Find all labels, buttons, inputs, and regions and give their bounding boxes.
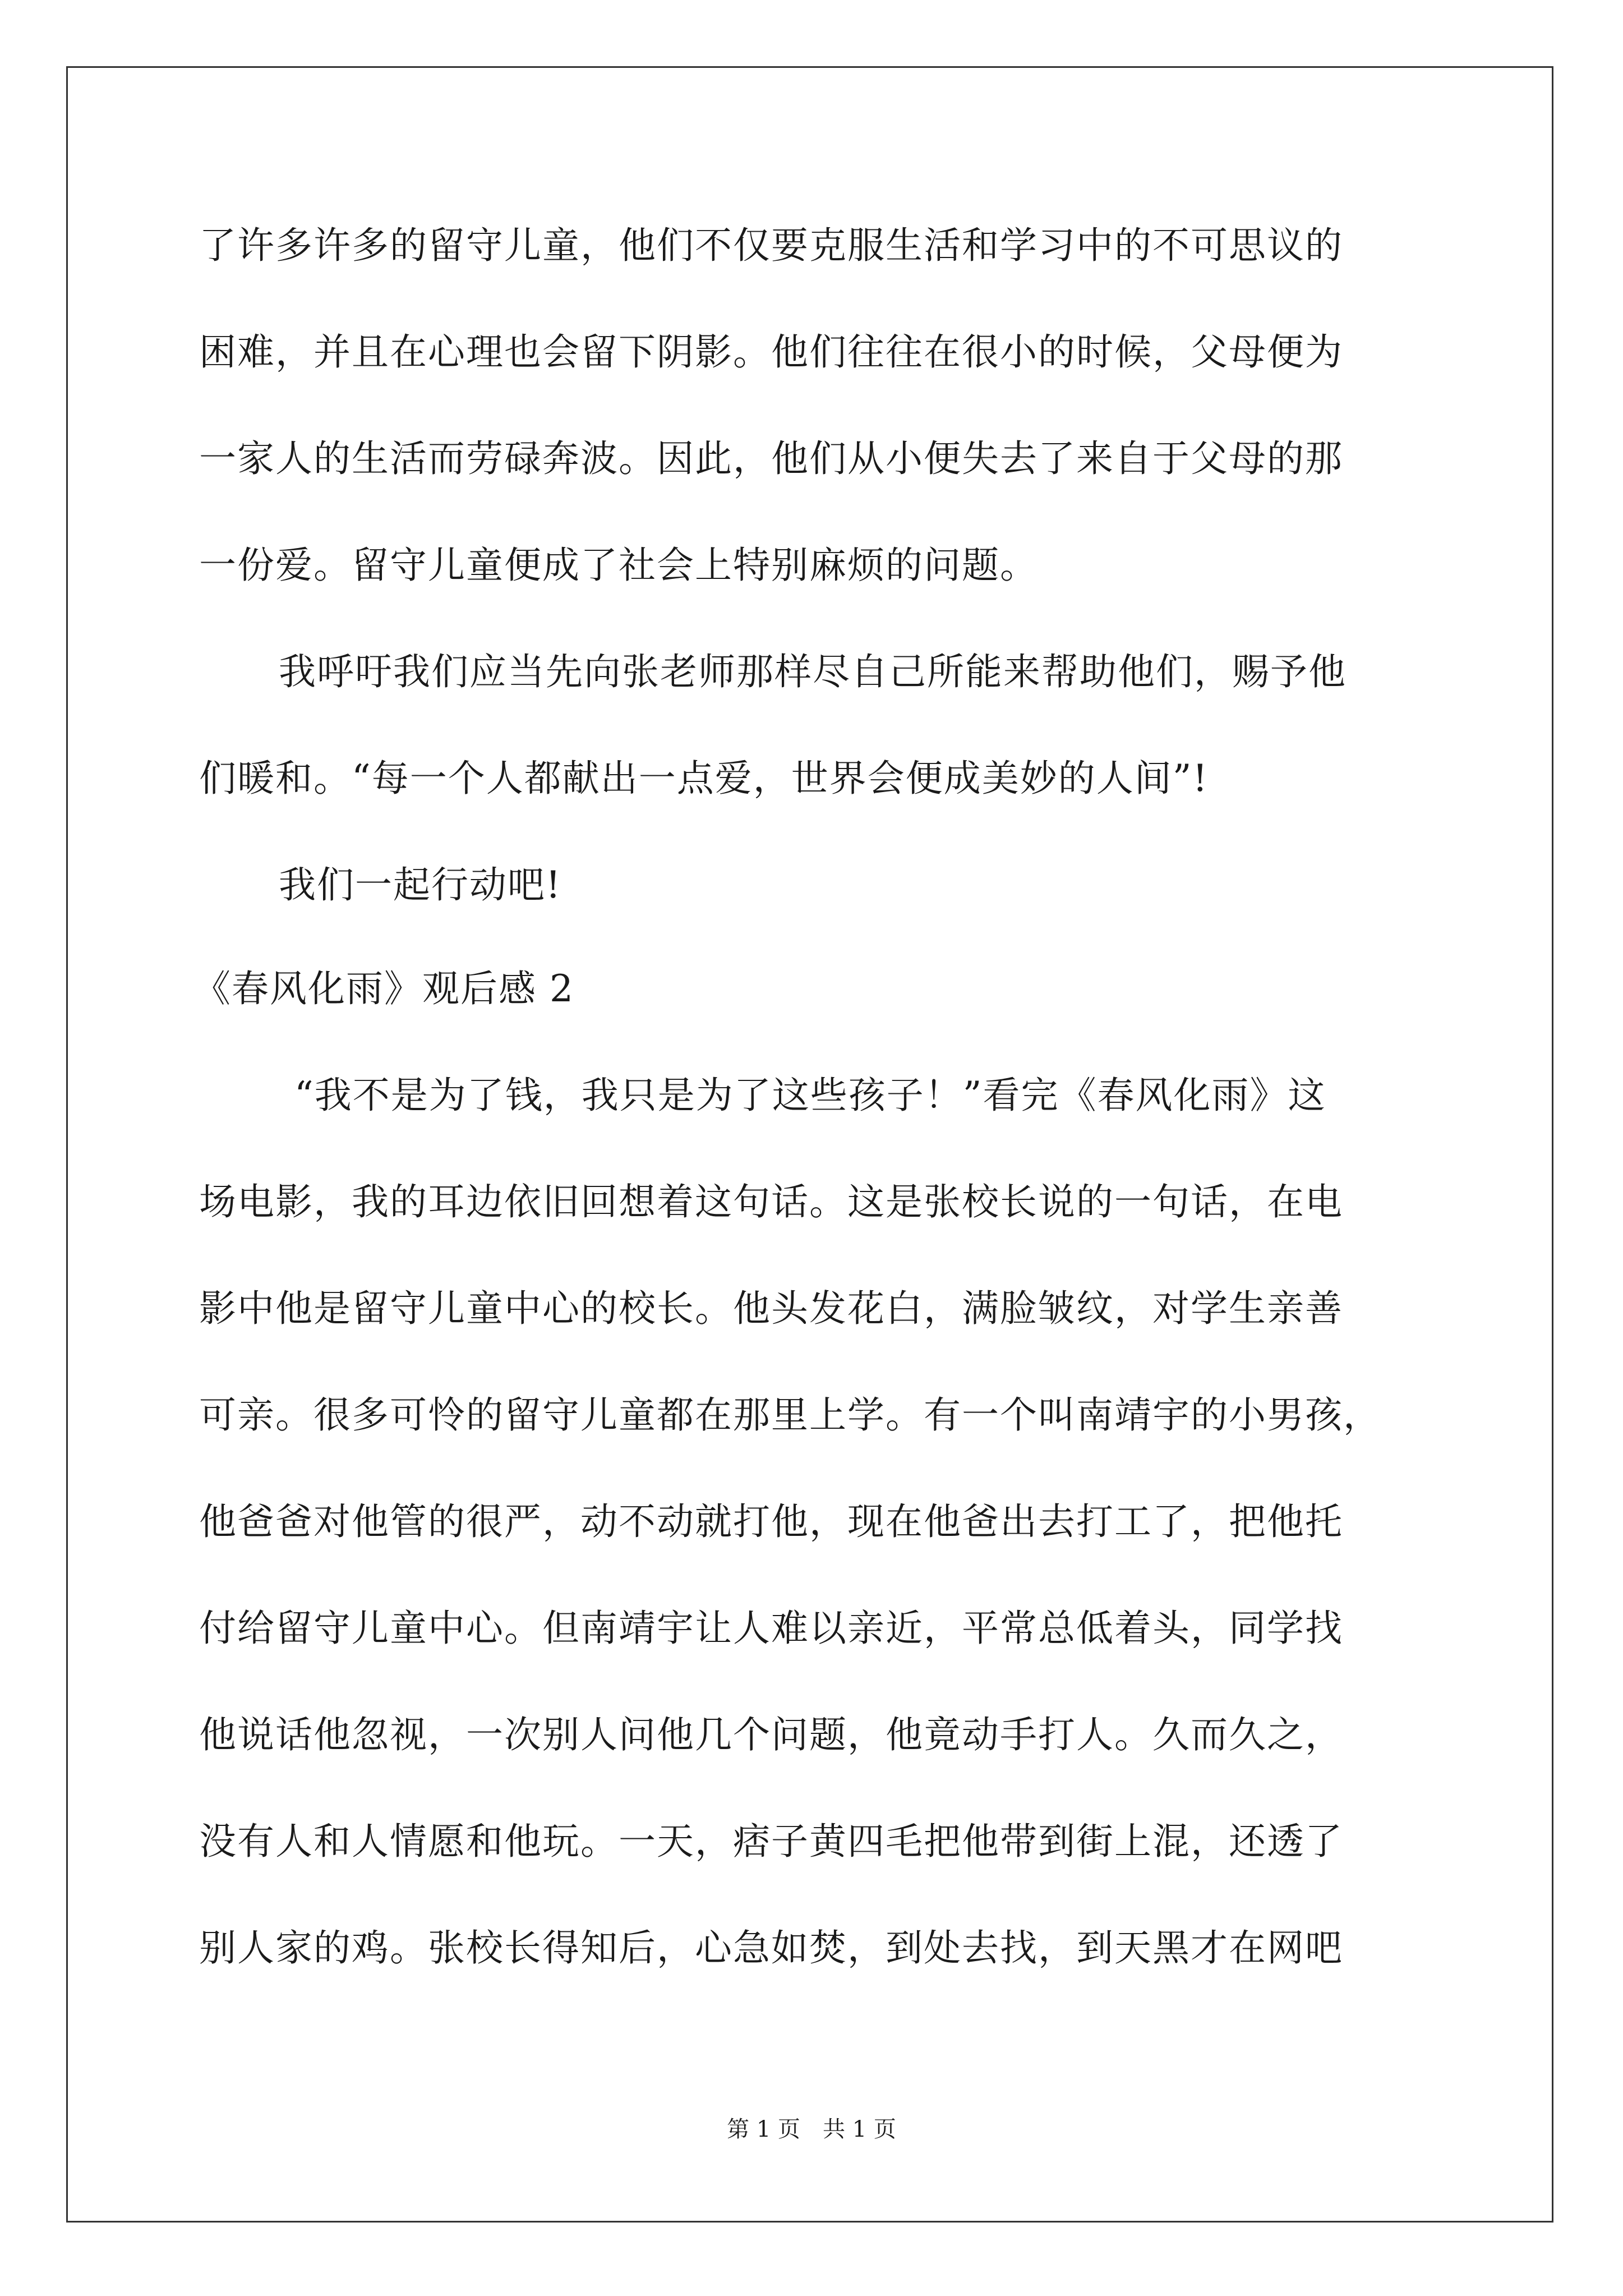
body-text-line: 我呼吁我们应当先向张老师那样尽自己所能来帮助他们，赐予他 xyxy=(279,650,1347,693)
body-text-line: 可亲。很多可怜的留守儿童都在那里上学。有一个叫南靖宇的小男孩， xyxy=(199,1393,1381,1437)
body-text-line: 付给留守儿童中心。但南靖宇让人难以亲近，平常总低着头，同学找 xyxy=(199,1607,1343,1650)
body-text-line: 没有人和人情愿和他玩。一天，痞子黄四毛把他带到街上混，还透了 xyxy=(199,1820,1343,1863)
section-heading: 《春风化雨》观后感 2 xyxy=(193,967,574,1010)
body-text-line: 他爸爸对他管的很严，动不动就打他，现在他爸出去打工了，把他托 xyxy=(199,1500,1343,1543)
body-text-line: 影中他是留守儿童中心的校长。他头发花白，满脸皱纹，对学生亲善 xyxy=(199,1287,1343,1330)
body-text-line: 们暖和。“每一个人都献出一点爱，世界会便成美妙的人间”! xyxy=(199,757,1209,800)
body-text-line: “我不是为了钱，我只是为了这些孩子！”看完《春风化雨》这 xyxy=(294,1074,1326,1117)
body-text-line: 别人家的鸡。张校长得知后，心急如焚，到处去找，到天黑才在网吧 xyxy=(199,1926,1343,1970)
body-text-line: 一份爱。留守儿童便成了社会上特别麻烦的问题。 xyxy=(199,544,1038,587)
page-border xyxy=(66,66,1553,2223)
body-text-line: 一家人的生活而劳碌奔波。因此，他们从小便失去了来自于父母的那 xyxy=(199,437,1343,480)
body-text-line: 他说话他忽视，一次别人问他几个问题，他竟动手打人。久而久之， xyxy=(199,1713,1343,1756)
body-text-line: 场电影，我的耳边依旧回想着这句话。这是张校长说的一句话，在电 xyxy=(199,1180,1343,1223)
page-number-footer: 第 1 页 共 1 页 xyxy=(727,2116,896,2142)
body-text-line: 了许多许多的留守儿童，他们不仅要克服生活和学习中的不可思议的 xyxy=(199,224,1343,267)
body-text-line: 我们一起行动吧! xyxy=(279,863,562,907)
body-text-line: 困难，并且在心理也会留下阴影。他们往往在很小的时候，父母便为 xyxy=(199,330,1343,374)
